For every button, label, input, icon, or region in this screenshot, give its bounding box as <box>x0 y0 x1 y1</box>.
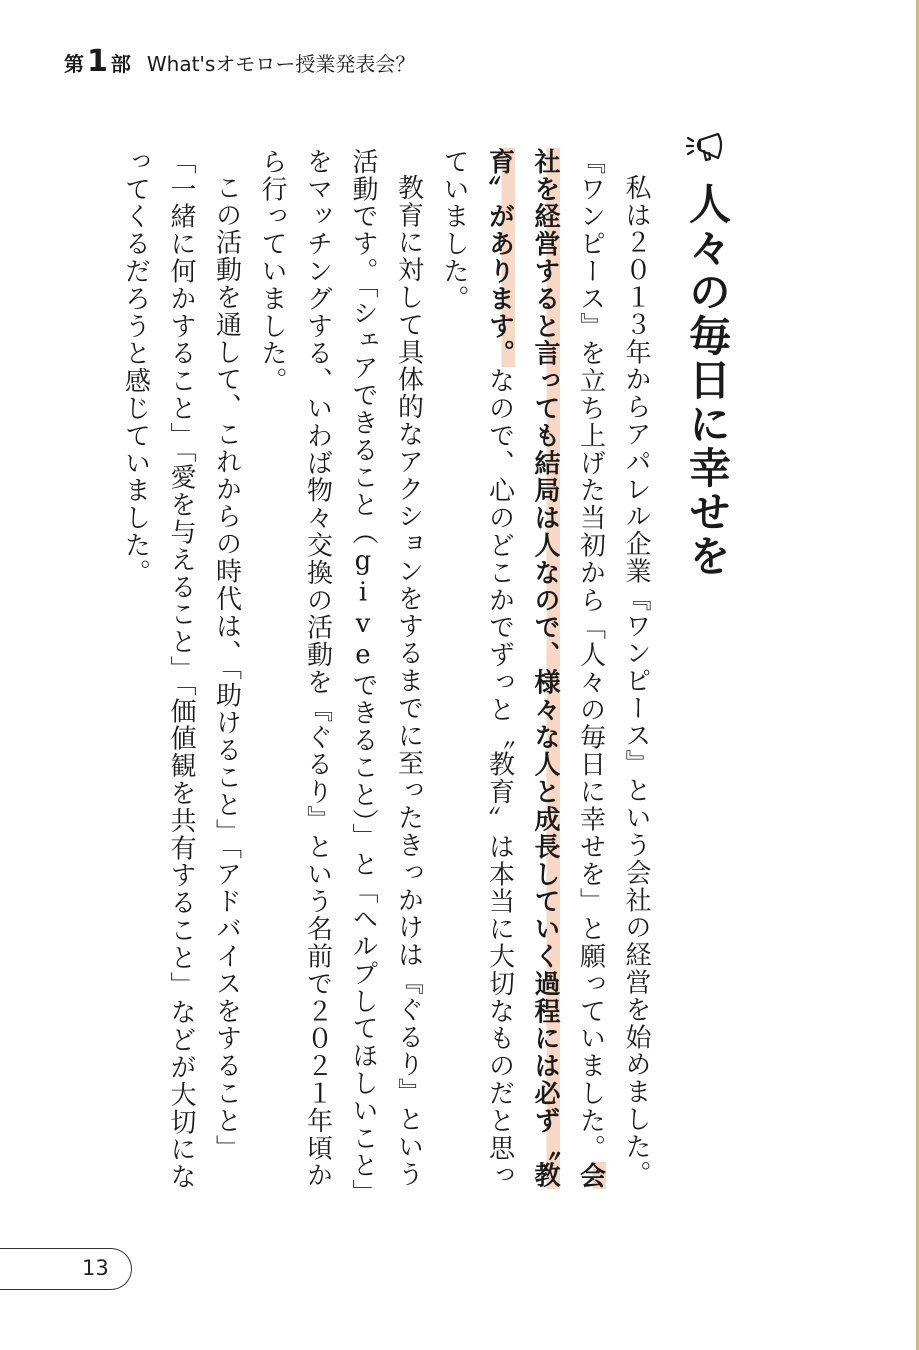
paragraph-3: この活動を通して、これからの時代は、「助けること」「アドバイスをすること」「一緒に何かすること」「愛を与えること」「価値観を共有すること」などが大切になってくるだろうと感じていました。 <box>120 148 242 1191</box>
section-heading: 人々の毎日に幸せを <box>683 182 732 578</box>
running-header <box>64 44 415 80</box>
paragraph-1 <box>431 148 659 1198</box>
part-number: 1 <box>87 44 108 79</box>
page-number-tab <box>0 1248 132 1290</box>
highlighted-text: 会社を経営すると言っても結局は人なので、様々な人と成長していく過程には必ず〝教育〟があります。 <box>484 148 606 1190</box>
part-suffix: 部 <box>110 52 131 76</box>
paragraph-2: 教育に対して具体的なアクションをするまでに至ったきっかけは『ぐるり』という活動です。「シェアできること（giveできること）」と「ヘルプしてほしいこと」をマッチングする、いわば物々交換の活動を『ぐるり』という名前で２０２１年頃から行っていました。 <box>257 148 424 1194</box>
paragraph-1-text: 私は２０１３年からアパレル企業『ワンピース』という会社の経営を始めました。『ワンピース』を立ち上げた当初から「人々の毎日に幸せを」と願っていました。 <box>575 148 651 1188</box>
body-text <box>120 148 658 1198</box>
megaphone-icon <box>684 128 728 172</box>
part-title: What'sオモロー授業発表会？ <box>146 52 416 76</box>
page-number: 13 <box>82 1256 109 1280</box>
part-prefix: 第 <box>64 52 84 76</box>
paragraph-1-continued: なので、心のどこかでずっと〝教育〟は本当に大切なものだと思っていました。 <box>439 148 515 1190</box>
